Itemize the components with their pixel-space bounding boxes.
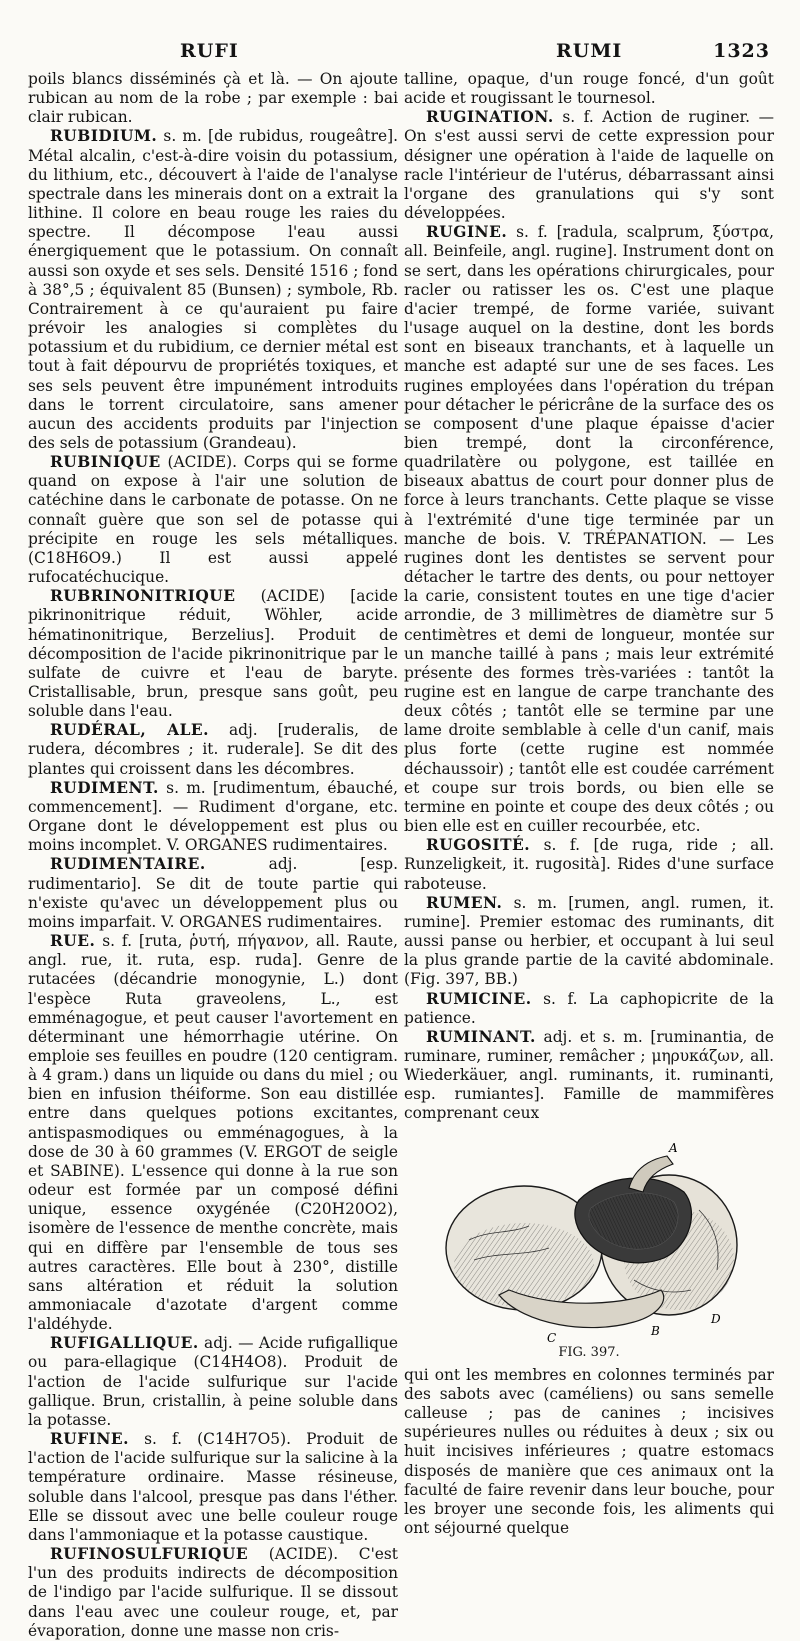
right-column: [404, 70, 774, 1538]
entry-text: s. f. [radula, scalprum, ξύστρα, all. Beinfeile, angl. rugine]. Instrument dont on se sert, dans les opérations chirurgicales, pour racler ou ratisser les os. C'est une plaque d'acier trempé, de forme variée, suivant l'usage auquel on la destine, dont les bords sont en biseaux tranchants, et à laquelle un manche est adapté sur une de ses faces. Les rugines employées dans l'opération du trépan pour détacher le péricrâne de la surface des os se composent d'une plaque épaisse d'acier bien trempé, dont la circonférence, quadrilatère ou polygone, est taillée en biseaux abattus de court pour donner plus de force à leurs tranchants. Cette plaque se visse à l'extrémité d'une tige terminée par un manche de bois. V. TRÉPANATION. — Les rugines dont les dentistes se servent pour détacher le tartre des dents, ou pour nettoyer la carie, consistent toutes en une tige d'acier arrondie, de 3 millimètres de diamètre sur 5 centimètres et demi de longueur, montée sur un manche taillé à pans ; mais leur extrémité présente des formes très-variées : tantôt la rugine est en langue de carpe tranchante des deux côtés ; tantôt elle se termine par une lame droite semblable à celle d'un canif, mais plus forte (cette rugine est nommée déchaussoir) ; tantôt elle est coudée carrément et coupe sur trois bords, ou bien elle se termine en pointe et coupe des deux côtés ; ou bien elle est en cuiller recourbée, etc.: [404, 223, 774, 836]
headword: RUGOSITÉ.: [426, 836, 531, 855]
entry-rufinosulfurique: [28, 1545, 398, 1641]
entry-text: s. f. (C14H7O5). Produit de l'action de l'acide sulfurique sur la salicine à la température ordinaire. Masse résineuse, soluble dans l'alcool, presque pas dans l'éther. Elle se dissout avec une belle couleur rouge dans l'ammoniaque et la potasse caustique.: [28, 1430, 398, 1544]
entry-rufine: [28, 1430, 398, 1545]
entry-rugine: [404, 223, 774, 836]
headword: RUBINIQUE: [50, 453, 161, 472]
headword: RUFIGALLIQUE.: [50, 1334, 199, 1353]
running-head-left: RUFI: [180, 40, 239, 62]
headword: RUFINOSULFURIQUE: [50, 1545, 249, 1564]
headword: RUGINE.: [426, 223, 508, 242]
figure-label-a: A: [669, 1140, 678, 1155]
figure-caption: FIG. 397.: [558, 1344, 620, 1360]
entry-text: adj. [ruderalis, de rudera, décombres ; it. ruderale]. Se dit des plantes qui croissent dans les décombres.: [28, 721, 398, 778]
rumen-lobe-left-shade: [454, 1223, 594, 1307]
entry-text: s. m. [de rubidus, rougeâtre]. Métal alcalin, c'est-à-dire voisin du potassium, du lithium, etc., découvert à l'aide de l'analyse spectrale dans les minerais dont on a extrait la lithine. Il colore en beau rouge les raies du spectre. Il décompose l'eau aussi énergiquement que le potassium. On connaît aussi son oxyde et ses sels. Densité 1516 ; fond à 38°,5 ; équivalent 85 (Bunsen) ; symbole, Rb. Contrairement à ce qu'auraient pu faire prévoir les analogies si complètes du potassium et du rubidium, ce dernier métal est tout à fait dépourvu de propriétés toxiques, et ses sels peuvent être impunément introduits dans le torrent circulatoire, sans amener aucun des accidents produits par l'injection des sels de potassium (Grandeau).: [28, 127, 398, 452]
entry-rufigallique: [28, 1334, 398, 1430]
figure-label-d: D: [711, 1311, 721, 1326]
left-column: [28, 70, 398, 1641]
entry-text: (ACIDE). Corps qui se forme quand on expose à l'air une solution de catéchine dans le carbonate de potasse. On ne connaît guère que son sel de potasse qui précipite en rouge les sels métalliques. (C18H6O9.) Il est aussi appelé rufocatéchucique.: [28, 453, 398, 587]
headword: RUDÉRAL, ALE.: [50, 721, 209, 740]
entry-rue: [28, 932, 398, 1334]
entry-rumen: [404, 894, 774, 990]
headword: RUMINANT.: [426, 1027, 536, 1046]
entry-text: adj. et s. m. [ruminantia, de ruminare, ruminer, remâcher ; μηρυκάζων, all. Wiederkäuer, angl. ruminants, it. ruminanti, esp. rumiantes]. Famille de mammifères comprenant ceux: [404, 1027, 774, 1123]
entry-ruderal: [28, 721, 398, 778]
page-number: 1323: [713, 40, 770, 62]
entry-text: s. m. [rumen, angl. rumen, it. rumine]. Premier estomac des ruminants, dit aussi panse ou herbier, et occupant à lui seul la plus grande partie de la cavité abdominale. (Fig. 397, BB.): [404, 893, 774, 989]
headword: RUMEN.: [426, 893, 503, 912]
entry-text: s. f. [ruta, ῥυτή, πήγανον, all. Raute, angl. rue, it. ruta, esp. ruda]. Genre de rutacées (décandrie monogynie, L.) dont l'espèce Ruta graveolens, L., est emménagogue, et peut causer l'avortement en déterminant une hémorrhagie utérine. On emploie ses feuilles en poudre (120 centigram. à 4 gram.) dans un liquide ou dans du miel ; ou bien en infusion théiforme. Son eau distillée entre dans quelques potions excitantes, antispasmodiques ou emménagogues, à la dose de 30 à 60 grammes (V. ERGOT de seigle et SABINE). L'essence qui donne à la rue son odeur est formée par un composé défini unique, essence oxygénée (C20H20O2), isomère de l'essence de menthe concrète, mais qui en diffère par l'ensemble de tous ses autres caractères. Elle bout à 230°, distille sans altération et réduit la solution ammoniacale d'azotate d'argent comme l'aldéhyde.: [28, 932, 398, 1334]
figure-label-c: C: [547, 1330, 557, 1345]
ruminant-stomach-illustration: [429, 1130, 749, 1345]
entry-text: s. f. [de ruga, ride ; all. Runzeligkeit, it. rugosità]. Rides d'une surface raboteuse.: [404, 836, 774, 893]
headword: RUDIMENTAIRE.: [50, 855, 206, 874]
headword: RUE.: [50, 932, 96, 951]
headword: RUGINATION.: [426, 108, 554, 127]
entry-rugosite: [404, 836, 774, 893]
entry-rubinique: [28, 453, 398, 587]
entry-ruminant-continued: qui ont les membres en colonnes terminés par des sabots avec (caméliens) ou sans semelle calleuse ; pas de canines ; incisives supérieures nulles ou réduites à deux ; six ou huit incisives inférieures ; quatre estomacs disposés de manière que ces animaux ont la faculté de faire revenir dans leur bouche, pour les broyer une seconde fois, les aliments qui ont séjourné quelque: [404, 1365, 774, 1537]
entry-text: s. f. Action de ruginer. — On s'est aussi servi de cette expression pour désigner une opération à l'aide de laquelle on racle l'intérieur de l'utérus, débarrassant ainsi l'organe des granulations qui s'y sont développées.: [404, 108, 774, 223]
entry-text: adj. — Acide rufigallique ou para-ellagique (C14H4O8). Produit de l'action de l'acide sulfurique sur l'acide gallique. Brun, cristallin, à peine soluble dans la potasse.: [28, 1334, 398, 1429]
figure-397: [404, 1130, 774, 1362]
entry-rubidium: [28, 127, 398, 453]
entry-text: s. f. La caphopicrite de la patience.: [404, 989, 774, 1027]
entry-rumicine: [404, 990, 774, 1028]
headword: RUMICINE.: [426, 989, 532, 1008]
entry-text: (ACIDE). C'est l'un des produits indirects de décomposition de l'indigo par l'acide sulfurique. Il se dissout dans l'eau avec une couleur rouge, et, par évaporation, donne une masse non cris-: [28, 1545, 398, 1640]
entry-text: adj. [esp. rudimentario]. Se dit de toute partie qui n'existe qu'avec un développement plus ou moins imparfait. V. ORGANES rudimentaires.: [28, 855, 398, 931]
entry-continuation: talline, opaque, d'un rouge foncé, d'un goût acide et rougissant le tournesol.: [404, 70, 774, 108]
headword: RUDIMENT.: [50, 778, 159, 797]
headword: RUBIDIUM.: [50, 127, 158, 146]
headword: RUBRINONITRIQUE: [50, 587, 236, 606]
entry-continuation: poils blancs disséminés çà et là. — On ajoute rubican au nom de la robe ; par exemple : bai clair rubican.: [28, 70, 398, 127]
entry-rugination: [404, 108, 774, 223]
running-head-right: RUMI: [556, 40, 623, 62]
entry-rudimentaire: [28, 855, 398, 932]
entry-rubrinonitrique: [28, 587, 398, 721]
entry-rudiment: [28, 779, 398, 856]
entry-text: (ACIDE) [acide pikrinonitrique réduit, Wöhler, acide hématinonitrique, Berzelius]. Produit de décomposition de l'acide pikrinonitrique par le sulfate de cuivre et l'eau de baryte. Cristallisable, brun, presque sans goût, peu soluble dans l'eau.: [28, 587, 398, 721]
figure-label-b: B: [651, 1323, 660, 1338]
entry-text: s. m. [rudimentum, ébauché, commencement]. — Rudiment d'organe, etc. Organe dont le développement est plus ou moins incomplet. V. ORGANES rudimentaires.: [28, 778, 398, 855]
entry-ruminant: [404, 1028, 774, 1124]
headword: RUFINE.: [50, 1430, 129, 1449]
